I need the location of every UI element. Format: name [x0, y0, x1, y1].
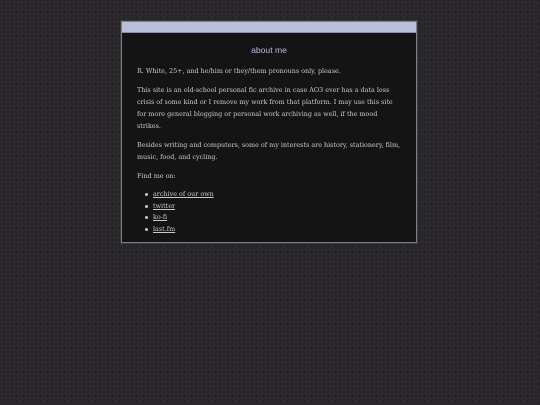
list-item	[153, 212, 401, 224]
find-me-label: Find me on:	[137, 172, 176, 180]
intro-paragraph: R. White, 25+, and he/him or they/them pronouns only, please.	[137, 67, 341, 75]
list-item	[153, 201, 401, 213]
links-list	[137, 189, 401, 235]
list-item	[153, 224, 401, 236]
page-heading: about me	[251, 45, 287, 55]
window-title-bar	[122, 22, 416, 33]
twitter-link[interactable]: twitter	[153, 201, 176, 210]
interests-paragraph: Besides writing and computers, some of my interests are history, stationery, film, music, food, and cycling.	[137, 141, 401, 161]
archive-paragraph: This site is an old-school personal fic archive in case AO3 ever has a data loss crisis of some kind or I remove my work from that platform. I may use this site for more general blogging or personal work archiving as well, if the mood strikes.	[137, 86, 393, 130]
list-item	[153, 189, 401, 201]
about-content	[122, 44, 416, 235]
ao3-link[interactable]: archive of our own	[153, 190, 214, 198]
kofi-link[interactable]: ko-fi	[153, 213, 168, 221]
lastfm-link[interactable]: last.fm	[153, 224, 176, 233]
about-window	[121, 21, 417, 243]
